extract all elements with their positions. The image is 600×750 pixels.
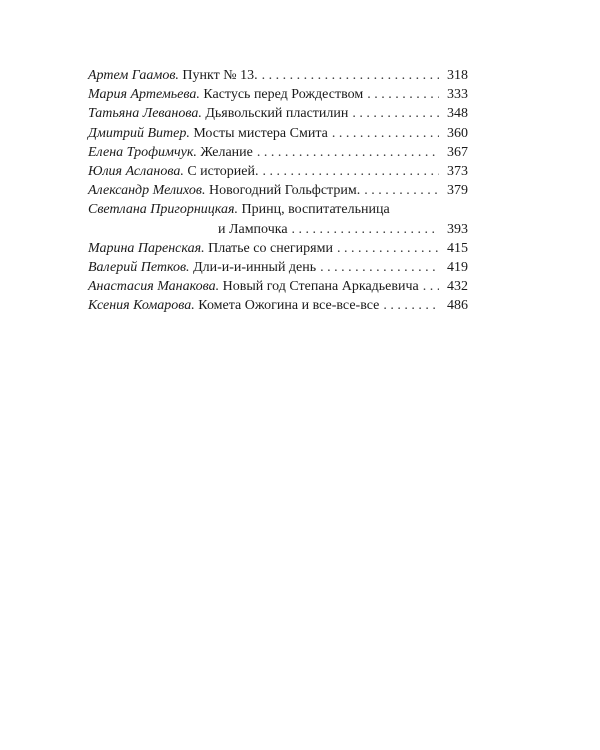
- toc-page-number: 333: [447, 87, 468, 103]
- toc-title: Принц, воспитательница: [241, 202, 390, 218]
- toc-dot-leader: [364, 181, 439, 200]
- toc-entry: [88, 277, 468, 296]
- toc-dot-leader: [383, 296, 439, 315]
- toc-title-continued: и Лампочка: [218, 221, 288, 237]
- toc-entry: [88, 143, 468, 162]
- toc-author: Юлия Асланова.: [88, 164, 184, 180]
- toc-dot-leader: [292, 220, 439, 239]
- toc-entry: [88, 296, 468, 315]
- toc-title: Дьявольский пластилин: [205, 106, 349, 122]
- toc-title: Кастусь перед Рождеством: [203, 87, 364, 103]
- toc-entry: [88, 104, 468, 123]
- toc-dot-leader: [337, 239, 439, 258]
- toc-author: Дмитрий Витер.: [88, 125, 190, 141]
- toc-dot-leader: [262, 66, 439, 85]
- toc-author: Светлана Пригорницкая.: [88, 202, 239, 218]
- toc-entry: [88, 239, 468, 258]
- toc-entry: [88, 181, 468, 200]
- toc-author: Артем Гаамов.: [88, 68, 179, 83]
- toc-dot-leader: [320, 258, 439, 277]
- toc-title: Новогодний Гольфстрим.: [209, 183, 361, 199]
- toc-page-number: 318: [447, 68, 468, 83]
- toc-page-number: 432: [447, 279, 468, 295]
- toc-entry: [88, 66, 468, 85]
- toc-author: Александр Мелихов.: [88, 183, 206, 199]
- toc-title: Новый год Степана Аркадьевича: [222, 279, 419, 295]
- toc-entry: [88, 200, 468, 238]
- toc-page-number: 367: [447, 144, 468, 160]
- toc-author: Анастасия Манакова.: [88, 279, 220, 295]
- toc-dot-leader: [332, 124, 439, 143]
- toc-page-number: 393: [447, 221, 468, 237]
- toc-title: С историей.: [187, 164, 259, 180]
- toc-page-number: 379: [447, 183, 468, 199]
- toc-title: Дли-и-и-инный день: [193, 260, 317, 276]
- toc-page-number: 415: [447, 240, 468, 256]
- toc-page-number: 348: [447, 106, 468, 122]
- toc-dot-leader: [352, 104, 439, 123]
- toc-page-number: 486: [447, 298, 468, 314]
- toc-author: Татьяна Леванова.: [88, 106, 202, 122]
- toc-dot-leader: [423, 277, 439, 296]
- toc-author: Марина Паренская.: [88, 240, 205, 256]
- toc-entry: [88, 124, 468, 143]
- toc-page-number: 360: [447, 125, 468, 141]
- toc-title: Пункт № 13.: [182, 68, 258, 83]
- toc-author: Ксения Комарова.: [88, 298, 195, 314]
- toc-entry-line-2: [88, 220, 468, 239]
- toc-dot-leader: [367, 85, 439, 104]
- table-of-contents: [88, 66, 468, 316]
- toc-title: Комета Ожогина и все-все-все: [198, 298, 380, 314]
- toc-page-number: 419: [447, 260, 468, 276]
- toc-dot-leader: [257, 143, 439, 162]
- toc-title: Платье со снегирями: [208, 240, 333, 256]
- toc-dot-leader: [263, 162, 439, 181]
- toc-entry: [88, 258, 468, 277]
- toc-page-number: 373: [447, 164, 468, 180]
- toc-entry: [88, 85, 468, 104]
- toc-title: Желание: [200, 144, 253, 160]
- toc-author: Елена Трофимчук.: [88, 144, 197, 160]
- toc-author: Мария Артемьева.: [88, 87, 200, 103]
- toc-entry: [88, 162, 468, 181]
- toc-entry-line-1: [88, 200, 468, 219]
- toc-author: Валерий Петков.: [88, 260, 190, 276]
- toc-title: Мосты мистера Смита: [193, 125, 328, 141]
